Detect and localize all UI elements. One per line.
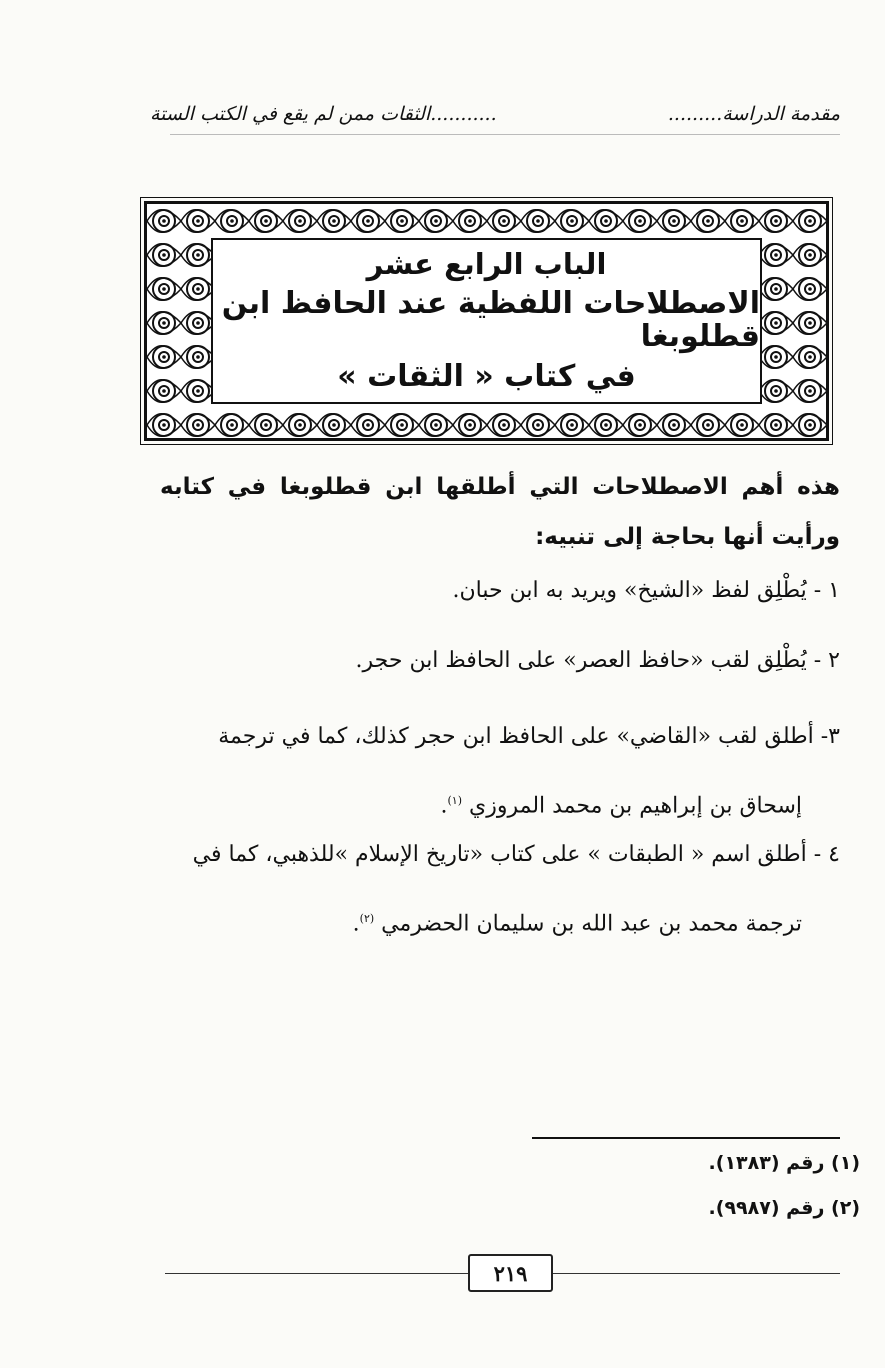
footnote-ref: (١) [447,794,462,807]
item-text: ١ - يُطْلِق لفظ «الشيخ» ويريد به ابن حبان. [452,578,840,603]
header-book-title: ...........الثقات ممن لم يقع في الكتب الستة [150,103,497,125]
chapter-number: الباب الرابع عشر [366,247,607,282]
item-text: ٢ - يُطْلِق لقب «حافظ العصر» على الحافظ ابن حجر. [355,648,840,673]
list-item [160,823,840,956]
intro-paragraph: هذه أهم الاصطلاحات التي أطلقها ابن قطلوبغا في كتابه ورأيت أنها بحاجة إلى تنبيه: [160,474,840,550]
page-number: ٢١٩ [468,1254,553,1292]
item-end: . [352,911,360,937]
header-divider [170,134,840,135]
footnote: (١) رقم (١٣٨٣). [708,1152,860,1174]
item-text-continued [160,887,840,956]
list-item [160,636,840,686]
footnote-divider [532,1137,840,1139]
running-header [150,96,840,132]
item-text-line2: إسحاق بن إبراهيم بن محمد المروزي [469,793,802,819]
footer-line-left [165,1273,468,1274]
item-text-line2: ترجمة محمد بن عبد الله بن سليمان الحضرمي [381,911,802,937]
item-text: ٣- أطلق لقب «القاضي» على الحافظ ابن حجر كذلك، كما في ترجمة [218,724,840,749]
item-end: . [440,793,448,819]
item-text: ٤ - أطلق اسم « الطبقات » على كتاب «تاريخ الإسلام »للذهبي، كما في [192,842,840,867]
chapter-book: في كتاب « الثقات » [337,358,636,394]
list-item [160,705,840,838]
footer-line-right [553,1273,840,1274]
chapter-title: الاصطلاحات اللفظية عند الحافظ ابن قطلوبغا [221,286,760,355]
footnote: (٢) رقم (٩٩٨٧). [708,1197,860,1219]
footnote-ref: (٢) [359,912,375,925]
chapter-heading [211,238,762,404]
list-item [160,566,840,616]
chapter-frame [144,201,829,441]
header-section: مقدمة الدراسة......... [667,103,840,125]
